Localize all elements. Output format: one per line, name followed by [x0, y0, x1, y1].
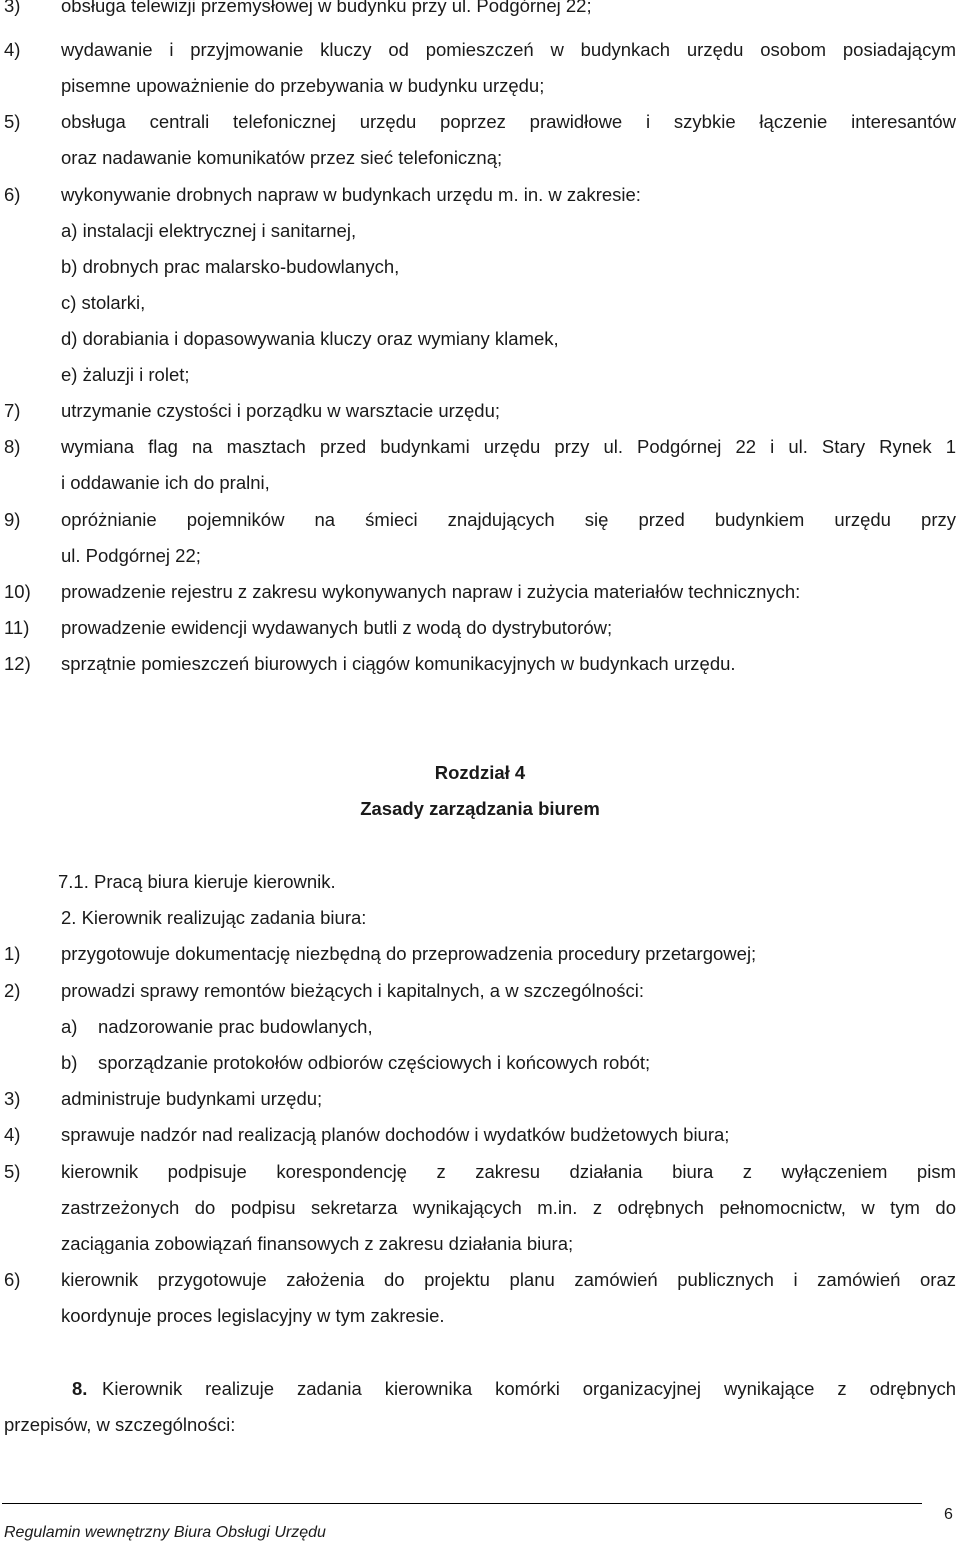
sub-item: sporządzanie protokołów odbiorów częściowych i końcowych robót; [98, 1052, 651, 1073]
sub-item: nadzorowanie prac budowlanych, [98, 1016, 373, 1037]
list-item-text: koordynuje proces legislacyjny w tym zakresie. [61, 1305, 445, 1326]
footer-divider [2, 1503, 922, 1504]
list-item-text: ul. Podgórnej 22; [61, 545, 201, 566]
list-item-number: 4) [4, 39, 21, 60]
list-item-text: zastrzeżonych do podpisu sekretarza wynikających m.in. z odrębnych pełnomocnictw, w tym do [61, 1197, 956, 1218]
list-item-text: prowadzi sprawy remontów bieżących i kapitalnych, a w szczególności: [61, 980, 645, 1001]
list-item-number: 5) [4, 111, 21, 132]
list-item-text: zaciągania zobowiązań finansowych z zakresu działania biura; [61, 1233, 574, 1254]
list-item-text: kierownik podpisuje korespondencję z zakresu działania biura z wyłączeniem pism [61, 1161, 956, 1182]
list-item-text: opróżnianie pojemników na śmieci znajdujących się przed budynkiem urzędu przy [61, 509, 956, 530]
sub-item: b) drobnych prac malarsko-budowlanych, [61, 256, 400, 277]
list-item-text: pisemne upoważnienie do przebywania w budynku urzędu; [61, 75, 545, 96]
sub-item: a) instalacji elektrycznej i sanitarnej, [61, 220, 357, 241]
page-number: 6 [944, 1506, 953, 1523]
paragraph-8-text: Kierownik realizuje zadania kierownika komórki organizacyjnej wynikające z odrębnych [102, 1378, 956, 1399]
chapter-number: Rozdział 4 [434, 762, 526, 783]
list-item-number: 12) [4, 653, 31, 674]
paragraph-7-1: 7.1. Pracą biura kieruje kierownik. [58, 871, 336, 892]
list-item-text: utrzymanie czystości i porządku w warsztacie urzędu; [61, 400, 501, 421]
list-item-text: administruje budynkami urzędu; [61, 1088, 323, 1109]
list-item-text: oraz nadawanie komunikatów przez sieć telefoniczną; [61, 147, 503, 168]
sub-item-label: b) [61, 1052, 78, 1073]
chapter-title: Zasady zarządzania biurem [360, 798, 600, 819]
paragraph-8-number: 8. [72, 1378, 88, 1399]
sub-item: c) stolarki, [61, 292, 146, 313]
list-item-text: wydawanie i przyjmowanie kluczy od pomieszczeń w budynkach urzędu osobom posiadającym [61, 39, 956, 60]
sub-item: d) dorabiania i dopasowywania kluczy oraz wymiany klamek, [61, 328, 559, 349]
list-item-number: 2) [4, 980, 21, 1001]
list-item-text: prowadzenie rejestru z zakresu wykonywanych napraw i zużycia materiałów technicznych: [61, 581, 801, 602]
list-item-text: obsługa centrali telefonicznej urzędu poprzez prawidłowe i szybkie łączenie interesantów [61, 111, 956, 132]
list-item-number: 11) [4, 617, 30, 638]
list-item-text: i oddawanie ich do pralni, [61, 472, 270, 493]
list-item-number: 10) [4, 581, 31, 602]
list-item-text: sprawuje nadzór nad realizacją planów dochodów i wydatków budżetowych biura; [61, 1124, 730, 1145]
list-item-number: 7) [4, 400, 21, 421]
list-item-text: obsługa telewizji przemysłowej w budynku przy ul. Podgórnej 22; [61, 0, 592, 16]
list-item-number: 9) [4, 509, 21, 530]
list-item-text: sprzątnie pomieszczeń biurowych i ciągów komunikacyjnych w budynkach urzędu. [61, 653, 736, 674]
list-item-number: 5) [4, 1161, 21, 1182]
list-item-number: 4) [4, 1124, 21, 1145]
list-item-number: 6) [4, 1269, 21, 1290]
list-item-number: 1) [4, 943, 21, 964]
footer-text: Regulamin wewnętrzny Biura Obsługi Urzędu [4, 1524, 326, 1541]
sub-item: e) żaluzji i rolet; [61, 364, 190, 385]
list-item-text: kierownik przygotowuje założenia do projektu planu zamówień publicznych i zamówień oraz [61, 1269, 956, 1290]
list-item-number: 6) [4, 184, 21, 205]
sub-item-label: a) [61, 1016, 78, 1037]
list-item-text: prowadzenie ewidencji wydawanych butli z wodą do dystrybutorów; [61, 617, 613, 638]
paragraph-8-text: przepisów, w szczególności: [4, 1414, 236, 1435]
list-item-text: przygotowuje dokumentację niezbędną do przeprowadzenia procedury przetargowej; [61, 943, 757, 964]
paragraph-7-2: 2. Kierownik realizując zadania biura: [61, 907, 367, 928]
list-item-text: wykonywanie drobnych napraw w budynkach urzędu m. in. w zakresie: [61, 184, 641, 205]
list-item-text: wymiana flag na masztach przed budynkami urzędu przy ul. Podgórnej 22 i ul. Stary Rynek 1 [61, 436, 956, 457]
list-item-number: 8) [4, 436, 21, 457]
list-item-number: 3) [4, 0, 21, 16]
list-item-number: 3) [4, 1088, 21, 1109]
